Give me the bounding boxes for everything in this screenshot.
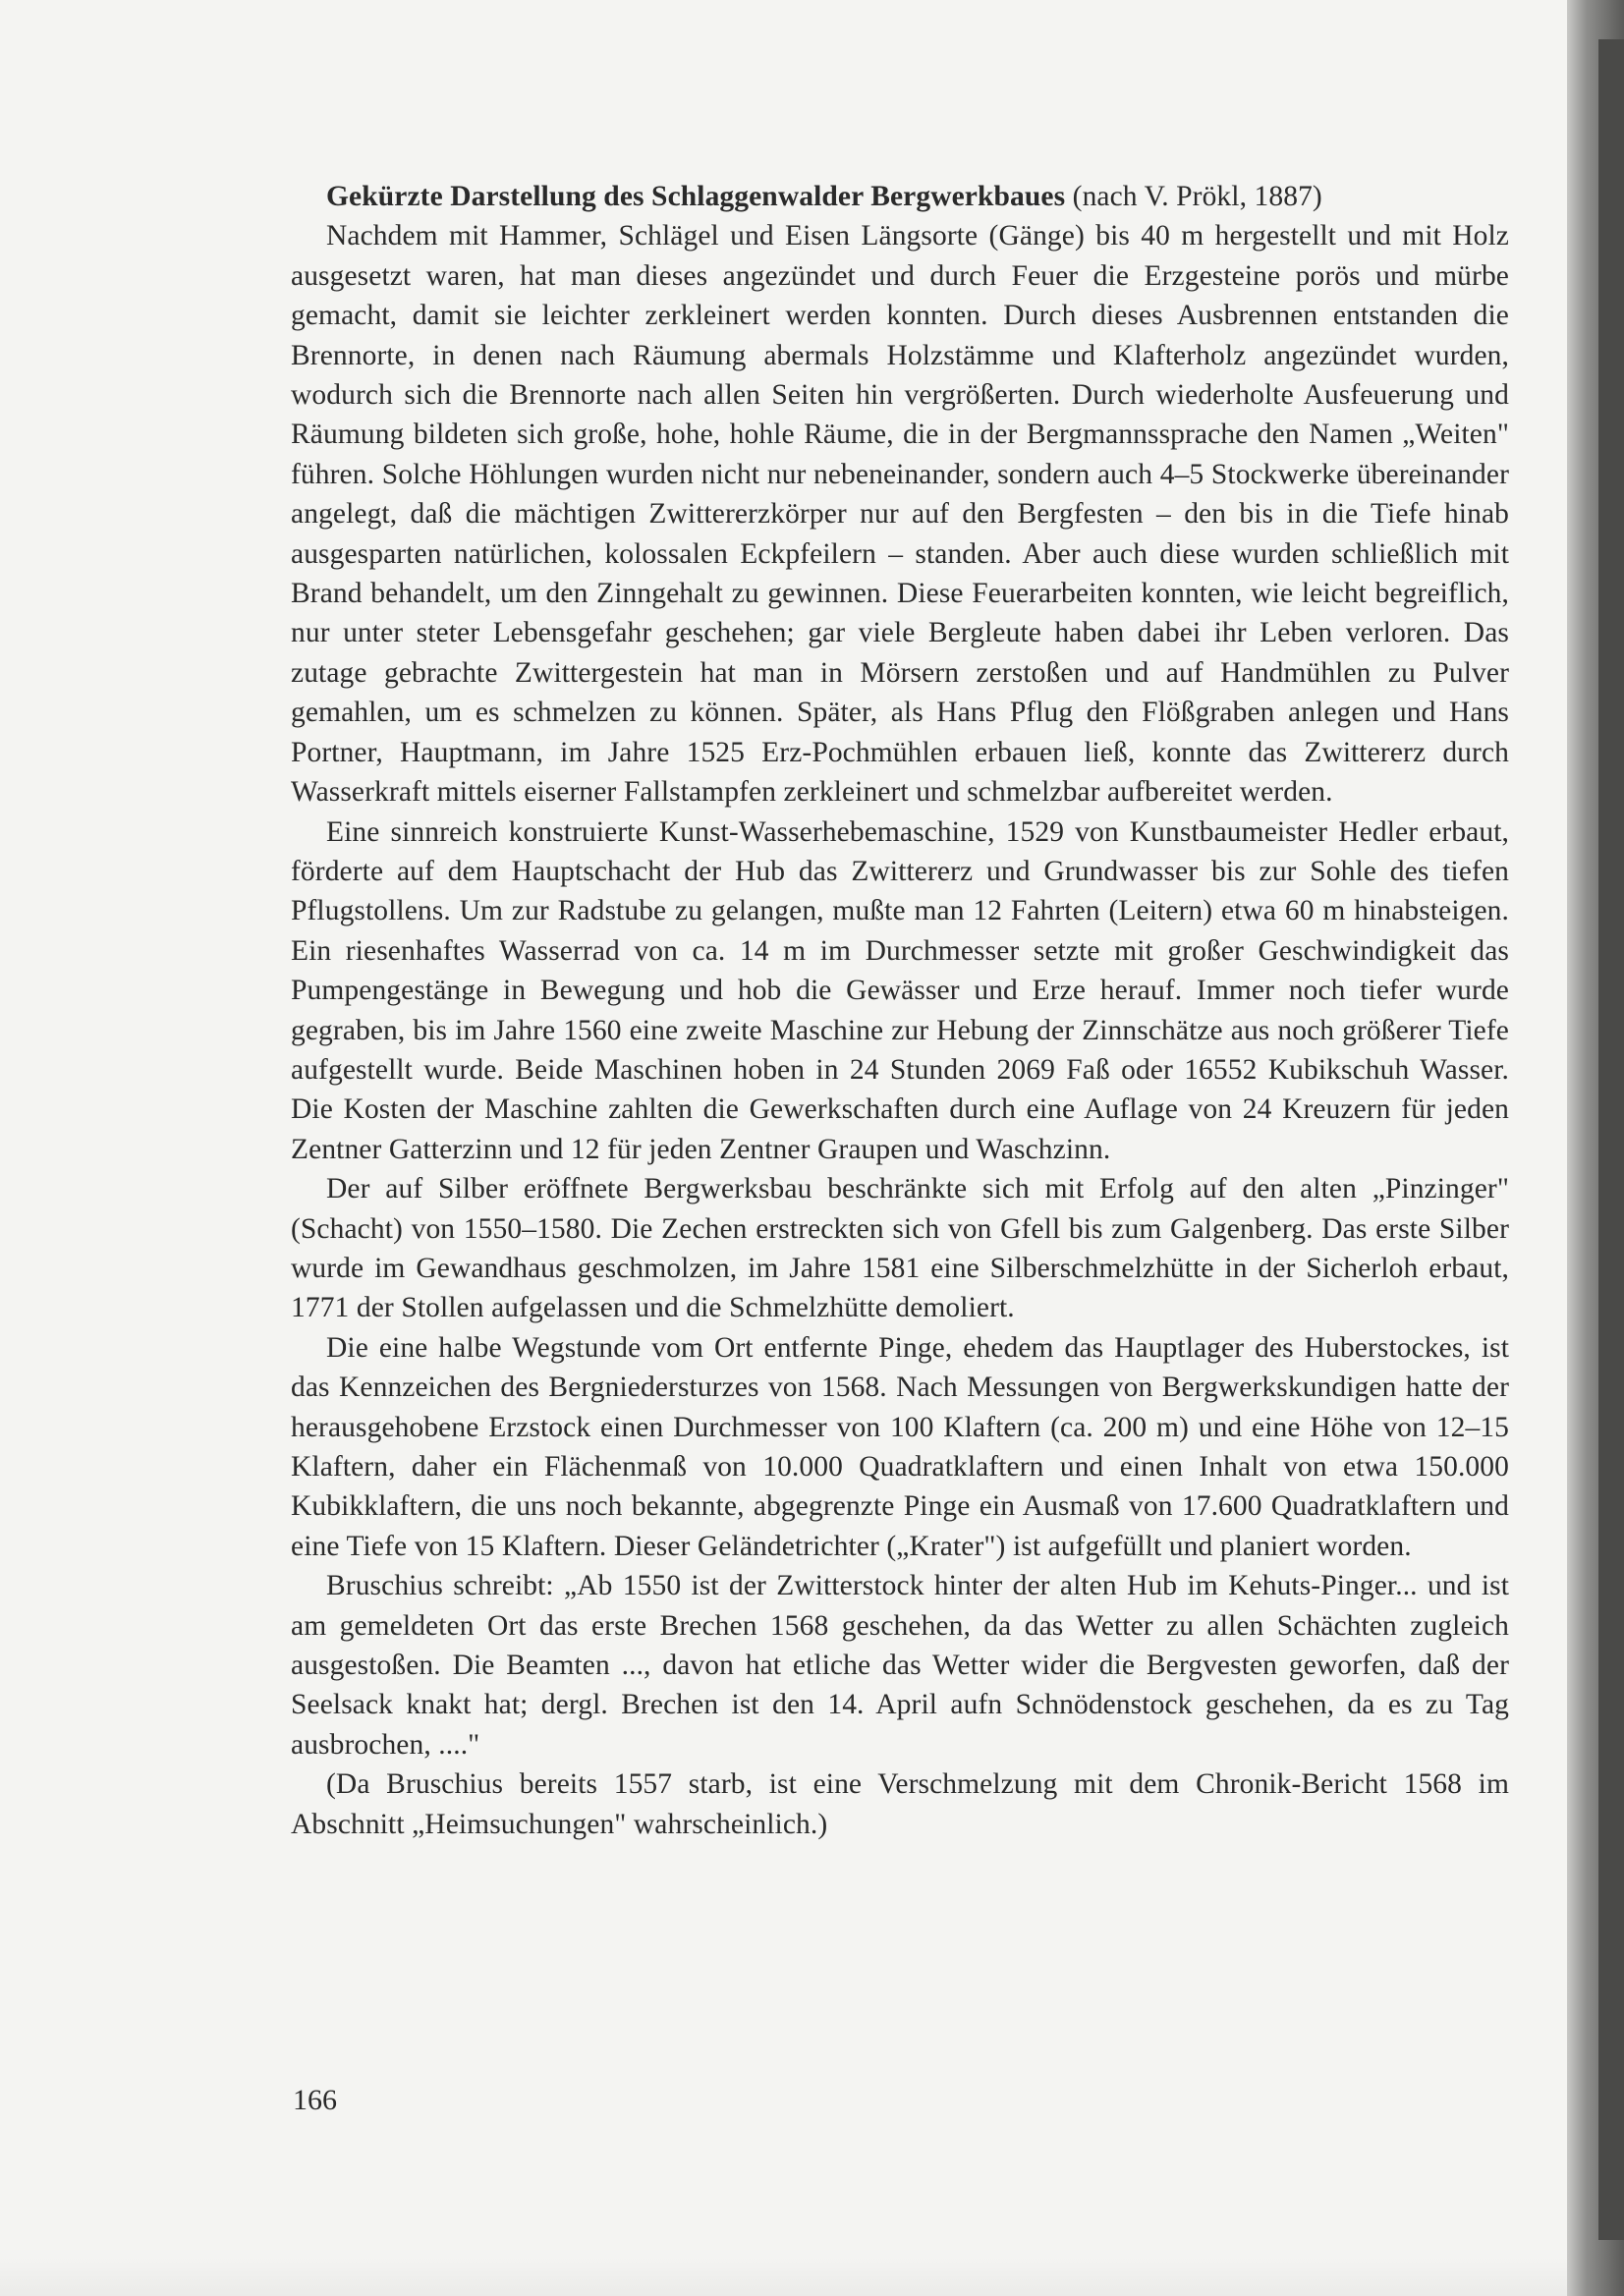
paragraph-2: Eine sinnreich konstruierte Kunst-Wasserhebemaschine, 1529 von Kunstbaumeister Hedler erbaut, förderte auf dem Hauptschacht der Hub das Zwittererz und Grundwasser bis zur Sohle des tiefen Pflugstollens. Um zur Radstube zu gelangen, mußte man 12 Fahrten (Leitern) etwa 60 m hinabsteigen. Ein riesenhaftes Wasserrad von ca. 14 m im Durchmesser setzte mit großer Geschwindigkeit das Pumpengestänge in Bewegung und hob die Gewässer und Erze herauf. Immer noch tiefer wurde gegraben, bis im Jahre 1560 eine zweite Maschine zur Hebung der Zinnschätze aus noch größerer Tiefe aufgestellt wurde. Beide Maschinen hoben in 24 Stunden 2069 Faß oder 16552 Kubikschuh Wasser. Die Kosten der Maschine zahlten die Gewerkschaften durch eine Auflage von 24 Kreuzern für jeden Zentner Gatterzinn und 12 für jeden Zentner Graupen und Waschzinn.: [291, 815, 1509, 1165]
page-bottom-fade: [0, 2257, 1567, 2296]
section-heading: [291, 177, 1509, 216]
page-number: 166: [293, 2084, 337, 2116]
paragraph-3: Der auf Silber eröffnete Bergwerksbau beschränkte sich mit Erfolg auf den alten „Pinzinger" (Schacht) von 1550–1580. Die Zechen erstreckten sich von Gfell bis zum Galgenberg. Das erste Silber wurde im Gewandhaus geschmolzen, im Jahre 1581 eine Silberschmelzhütte in der Sicherloh erbaut, 1771 der Stollen aufgelassen und die Schmelzhütte demoliert.: [291, 1173, 1509, 1324]
paragraph-5: Bruschius schreibt: „Ab 1550 ist der Zwitterstock hinter der alten Hub im Kehuts-Pinger... und ist am gemeldeten Ort das erste Brechen 1568 geschehen, da das Wetter zu allen Schächten zugleich ausgestoßen. Die Beamten ..., davon hat etliche das Wetter wider die Bergvesten geworfen, daß der Seelsack knakt hat; dergl. Brechen ist den 14. April aufn Schnödenstock geschehen, da es zu Tag ausbrochen, ....": [291, 1570, 1509, 1761]
paragraph-4: Die eine halbe Wegstunde vom Ort entfernte Pinge, ehedem das Hauptlager des Huberstockes, ist das Kennzeichen des Bergniedersturzes von 1568. Nach Messungen von Bergwerkskundigen hatte der herausgehobene Erzstock einen Durchmesser von 100 Klaftern (ca. 200 m) und eine Höhe von 12–15 Klaftern, daher ein Flächenmaß von 10.000 Quadratklaftern und einen Inhalt von etwa 150.000 Kubikklaftern, die uns noch bekannte, abgegrenzte Pinge ein Ausmaß von 17.600 Quadratklaftern und eine Tiefe von 15 Klaftern. Dieser Geländetrichter („Krater") ist aufgefüllt und planiert worden.: [291, 1331, 1509, 1562]
document-body: [291, 177, 1509, 1844]
heading-title: Gekürzte Darstellung des Schlaggenwalder Bergwerkbaues: [326, 181, 1066, 212]
paragraph-6: (Da Bruschius bereits 1557 starb, ist eine Verschmelzung mit dem Chronik-Bericht 1568 im Abschnitt „Heimsuchungen" wahrscheinlich.): [291, 1768, 1509, 1840]
page-edge: [1598, 39, 1624, 2240]
heading-source: (nach V. Prökl, 1887): [1072, 181, 1322, 212]
paragraph-1: Nachdem mit Hammer, Schlägel und Eisen Längsorte (Gänge) bis 40 m hergestellt und mit Holz ausgesetzt waren, hat man dieses angezündet und durch Feuer die Erzgesteine porös und mürbe gemacht, damit sie leichter zerkleinert werden konnten. Durch dieses Ausbrennen entstanden die Brennorte, in denen nach Räumung abermals Holzstämme und Klafterholz angezündet wurden, wodurch sich die Brennorte nach allen Seiten hin vergrößerten. Durch wiederholte Ausfeuerung und Räumung bildeten sich große, hohe, hohle Räume, die in der Bergmannssprache den Namen „Weiten" führen. Solche Höhlungen wurden nicht nur nebeneinander, sondern auch 4–5 Stockwerke übereinander angelegt, daß die mächtigen Zwittererzkörper nur auf den Bergfesten – den bis in die Tiefe hinab ausgesparten natürlichen, kolossalen Eckpfeilern – standen. Aber auch diese wurden schließlich mit Brand behandelt, um den Zinngehalt zu gewinnen. Diese Feuerarbeiten konnten, wie leicht begreiflich, nur unter steter Lebensgefahr geschehen; gar viele Bergleute haben dabei ihr Leben verloren. Das zutage gebrachte Zwittergestein hat man in Mörsern zerstoßen und auf Handmühlen zu Pulver gemahlen, um es schmelzen zu können. Später, als Hans Pflug den Flößgraben anlegen und Hans Portner, Hauptmann, im Jahre 1525 Erz-Pochmühlen erbauen ließ, konnte das Zwittererz durch Wasserkraft mittels eiserner Fallstampfen zerkleinert und schmelzbar aufbereitet werden.: [291, 220, 1509, 809]
